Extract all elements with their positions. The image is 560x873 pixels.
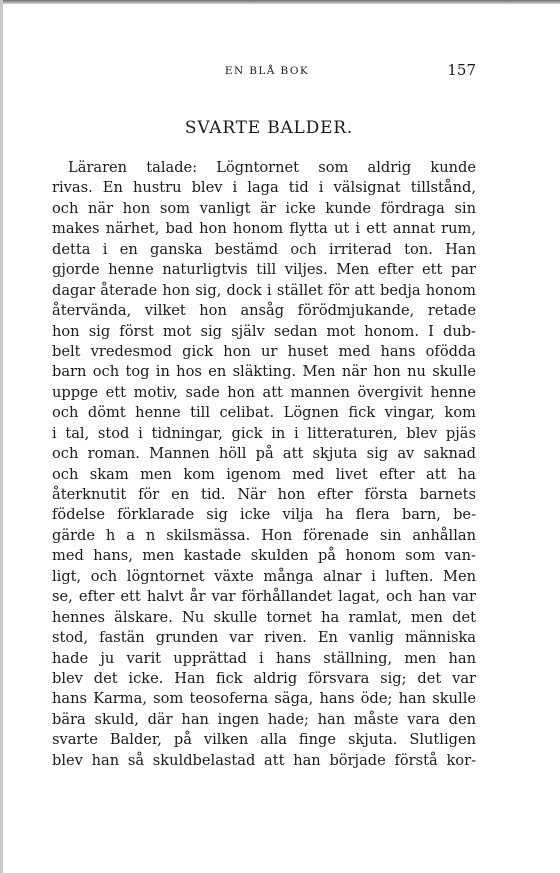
text-line: stod, fastän grunden var riven. En vanlig människa xyxy=(52,629,476,647)
text-line: ligt, och lögntornet växte många alnar i luften. Men xyxy=(52,567,476,585)
text-line: uppge ett motiv, sade hon att mannen övergivit henne xyxy=(52,383,476,401)
text-line: detta i en ganska bestämd och irriterad ton. Han xyxy=(52,240,476,258)
text-line: bära skuld, där han ingen hade; han måste vara den xyxy=(52,710,476,728)
chapter-title: SVARTE BALDER. xyxy=(184,118,354,138)
page-header xyxy=(48,61,476,83)
text-line: blev han så skuldbelastad att han började förstå kor- xyxy=(52,751,476,769)
text-line: Läraren talade: Lögntornet som aldrig kunde xyxy=(68,159,476,176)
text-line: belt vredesmod gick hon ur huset med hans ofödda xyxy=(52,342,476,360)
running-title: EN BLÅ BOK xyxy=(224,65,310,77)
text-line: och dömt henne till celibat. Lögnen fick vingar, kom xyxy=(52,404,476,422)
text-line: blev det icke. Han fick aldrig försvara sig; det var xyxy=(52,669,476,687)
text-line: hennes älskare. Nu skulle tornet ha ramlat, men det xyxy=(52,608,476,626)
text-line: återvända, vilket hon ansåg förödmjukande, retade xyxy=(52,302,476,320)
body-text xyxy=(52,158,476,771)
text-line: svarte Balder, på vilken alla finge skjuta. Slutligen xyxy=(52,731,476,749)
text-line: och när hon som vanligt är icke kunde fördraga sin xyxy=(52,199,476,217)
text-line: återknutit för en tid. När hon efter första barnets xyxy=(52,486,476,503)
page-top-edge xyxy=(0,0,560,4)
text-line: hans Karma, som teosoferna säga, hans öde; han skulle xyxy=(52,690,476,708)
text-line: och roman. Mannen höll på att skjuta sig av saknad xyxy=(52,445,476,463)
text-line: dagar återade hon sig, dock i stället för att bedja honom xyxy=(52,281,476,299)
text-line: i tal, stod i tidningar, gick in i litteraturen, blev pjäs xyxy=(52,424,476,442)
text-line: gjorde henne naturligtvis till viljes. Men efter ett par xyxy=(52,261,476,279)
page-left-edge xyxy=(0,0,3,873)
text-line: hade ju varit upprättad i hans ställning, men han xyxy=(52,649,476,667)
text-line: med hans, men kastade skulden på honom som van- xyxy=(52,547,476,565)
text-line: se, efter ett halvt år var förhållandet lagat, och han var xyxy=(52,588,476,606)
text-line: och skam men kom igenom med livet efter att ha xyxy=(52,465,476,483)
text-line: barn och tog in hos en släkting. Men när hon nu skulle xyxy=(52,363,476,381)
text-line: gärde h a n skilsmässa. Hon förenade sin anhållan xyxy=(52,526,476,544)
page-number: 157 xyxy=(447,61,476,79)
text-line: rivas. En hustru blev i laga tid i välsignat tillstånd, xyxy=(52,179,476,197)
text-line: födelse förklarade sig icke vilja ha flera barn, be- xyxy=(52,506,476,524)
text-line: makes närhet, bad hon honom flytta ut i ett annat rum, xyxy=(52,220,476,238)
text-line: hon sig först mot sig själv sedan mot honom. I dub- xyxy=(52,322,476,340)
